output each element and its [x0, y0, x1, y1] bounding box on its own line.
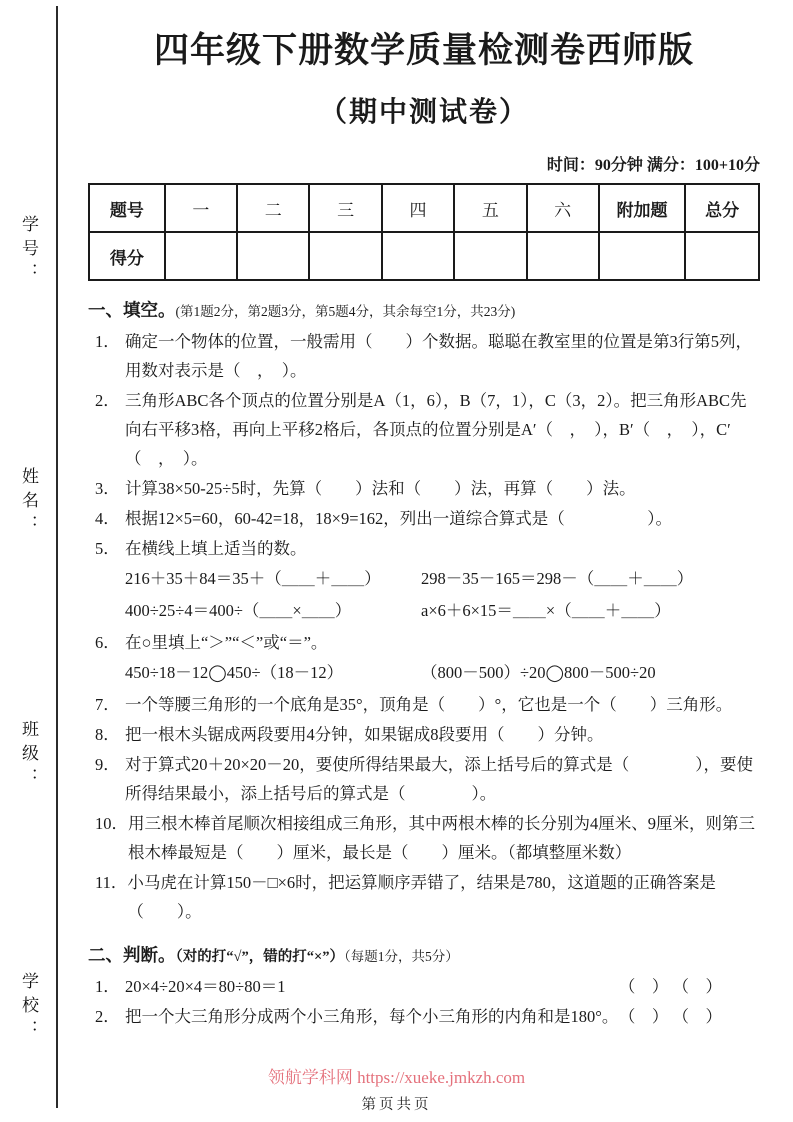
section2-title: 二、判断。	[88, 945, 176, 965]
class-label: 班级：	[19, 720, 38, 792]
score-row-label: 得分	[89, 232, 165, 280]
judgement-text: 20×4÷20×4＝80÷80＝1	[125, 977, 286, 996]
question-number: 2．	[95, 1007, 120, 1026]
question-text	[125, 534, 760, 627]
score-blank-cell	[527, 232, 599, 280]
score-table-cell-section5: 五	[454, 184, 526, 232]
question-text: 确定一个物体的位置，一般需用（ ）个数据。聪聪在教室里的位置是第3行第5列，用数对表示是（ ， ）。	[125, 332, 752, 380]
score-table-cell-section6: 六	[527, 184, 599, 232]
question-number: 1．	[95, 332, 120, 351]
equation-blank: 400÷25÷4＝400÷（＿＿×＿＿）	[125, 601, 352, 620]
exam-time-score-info: 时间：90分钟 满分：100+10分	[546, 157, 760, 174]
question-text: 小马虎在计算150－□×6时，把运算顺序弄错了，结果是780，这道题的正确答案是（ ）。	[127, 873, 716, 921]
judgement-item-2	[88, 1002, 760, 1031]
question-text: 把一根木头锯成两段要用4分钟，如果锯成8段要用（ ）分钟。	[125, 725, 604, 744]
section1-heading	[88, 296, 760, 326]
score-table	[88, 183, 760, 281]
score-blank-cell	[309, 232, 381, 280]
equation-blank: 298－35－165＝298－（＿＿＋＿＿）	[421, 569, 694, 588]
score-table-cell-section4: 四	[382, 184, 454, 232]
school-label: 学校：	[19, 972, 38, 1044]
section2-instruction: （对的打“√”，错的打“×”）	[175, 949, 344, 965]
judgement-text: 把一个大三角形分成两个小三角形，每个小三角形的内角和是180°。	[125, 1007, 619, 1026]
question-number: 7．	[95, 695, 120, 714]
score-blank-cell	[685, 232, 759, 280]
question-text: 三角形ABC各个顶点的位置分别是A（1，6），B（7，1），C（3，2）。把三角形ABC先向右平移3格，再向上平移2格后，各顶点的位置分别是A′（ ， ），B′（ ， ），C′（ ， ）。	[125, 391, 747, 468]
section2-heading	[88, 941, 760, 971]
score-table-cell-bonus: 附加题	[599, 184, 685, 232]
binding-margin-line	[56, 6, 58, 1108]
question-text	[125, 628, 760, 689]
question-5-equation-row	[125, 595, 760, 627]
question-text: 用三根木棒首尾顺次相接组成三角形，其中两根木棒的长分别为4厘米、9厘米，则第三根木棒最短是（ ）厘米，最长是（ ）厘米。（都填整厘米数）	[128, 814, 755, 862]
question-number: 4．	[95, 509, 120, 528]
question-10	[88, 809, 760, 867]
score-blank-cell	[165, 232, 237, 280]
section2-note: （每题1分，共5分）	[343, 949, 459, 964]
comparison-blank: （800－500）÷20◯800－500÷20	[421, 663, 656, 682]
question-8	[88, 720, 760, 749]
equation-blank: a×6＋6×15＝＿＿×（＿＿＋＿＿）	[421, 601, 671, 620]
question-2	[88, 386, 760, 473]
watermark-site-text: 领航学科网 https://xueke.jmkzh.com	[267, 1068, 526, 1087]
question-number: 9．	[95, 755, 120, 774]
answer-brackets: （ ） （ ）	[618, 977, 722, 996]
score-blank-cell	[382, 232, 454, 280]
question-4	[88, 504, 760, 533]
section1-title: 一、填空。	[88, 300, 176, 320]
question-number: 11．	[95, 873, 128, 892]
question-number: 6．	[95, 633, 120, 652]
score-table-cell-section3: 三	[309, 184, 381, 232]
question-7	[88, 690, 760, 719]
question-6	[88, 628, 760, 689]
question-number: 5．	[95, 539, 120, 558]
comparison-blank: 450÷18－12◯450÷（18－12）	[125, 663, 344, 682]
question-11	[88, 868, 760, 926]
score-table-cell-section1: 一	[165, 184, 237, 232]
judgement-item-1	[88, 972, 760, 1001]
section1-note: (第1题2分，第2题3分，第5题4分，其余每空1分，共23分)	[175, 304, 516, 319]
exam-title: 四年级下册数学质量检测卷西师版	[153, 31, 694, 70]
score-table-cell-label: 题号	[89, 184, 165, 232]
question-6-intro: 在○里填上“＞”“＜”或“＝”。	[125, 633, 328, 652]
score-blank-cell	[454, 232, 526, 280]
score-table-cell-total: 总分	[685, 184, 759, 232]
question-3	[88, 474, 760, 503]
question-number: 10．	[95, 814, 128, 833]
question-9	[88, 750, 760, 808]
question-number: 2．	[95, 391, 120, 410]
question-number: 8．	[95, 725, 120, 744]
score-blank-cell	[237, 232, 309, 280]
question-5	[88, 534, 760, 627]
question-text: 根据12×5=60，60-42=18，18×9=162，列出一道综合算式是（ ）。	[125, 509, 673, 528]
student-name-label: 姓名：	[19, 467, 38, 539]
question-number: 1．	[95, 977, 120, 996]
question-5-equation-row	[125, 563, 760, 595]
score-table-header-row	[89, 184, 759, 232]
question-6-comparison-row	[125, 657, 760, 689]
score-table-cell-section2: 二	[237, 184, 309, 232]
exam-subtitle: （期中测试卷）	[318, 97, 529, 128]
question-text: 一个等腰三角形的一个底角是35°，顶角是（ ）°，它也是一个（ ）三角形。	[125, 695, 733, 714]
question-number: 3．	[95, 479, 120, 498]
score-blank-cell	[599, 232, 685, 280]
page-number-text: 第页共页	[361, 1097, 432, 1113]
score-table-score-row	[89, 232, 759, 280]
exam-content	[88, 26, 760, 1031]
equation-blank: 216＋35＋84＝35＋（＿＿＋＿＿）	[125, 569, 381, 588]
question-text: 对于算式20＋20×20－20，要使所得结果最大，添上括号后的算式是（ ），要使所得结果最小，添上括号后的算式是（ ）。	[125, 755, 754, 803]
answer-brackets: （ ） （ ）	[618, 1007, 722, 1026]
student-number-label: 学号：	[19, 215, 38, 287]
question-1	[88, 327, 760, 385]
question-5-intro: 在横线上填上适当的数。	[125, 539, 307, 558]
question-text: 计算38×50-25÷5时，先算（ ）法和（ ）法，再算（ ）法。	[125, 479, 636, 498]
